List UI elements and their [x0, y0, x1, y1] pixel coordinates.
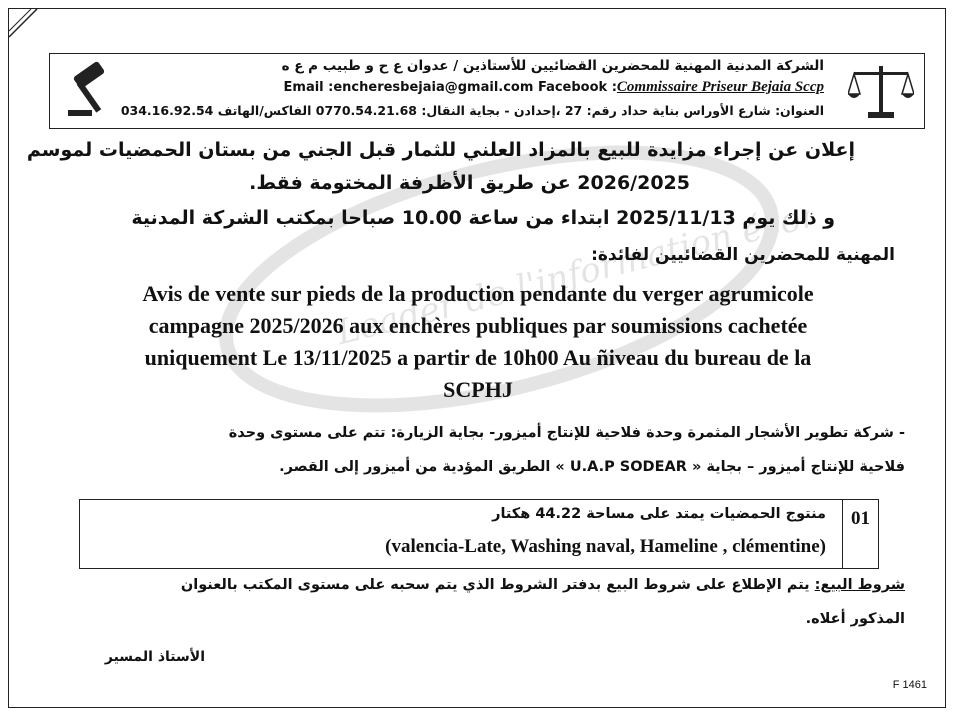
facebook-page[interactable]: Commissaire Priseur Bejaia Sccp — [616, 79, 824, 95]
announcement-fr-line3: uniquement Le 13/11/2025 a partir de 10h00 Au ñiveau du bureau de la — [144, 345, 812, 370]
announcement-ar-line3: و ذلك يوم 2025/11/13 ابتداء من ساعة 10.00 صباحا بمكتب الشركة المدنية — [131, 207, 835, 229]
announcement-ar-line2: 2026/2025 عن طريق الأظرفة المختومة فقط. — [249, 172, 690, 194]
letterhead — [49, 53, 925, 129]
beneficiary-line2: فلاحية للإنتاج أميزور – بجاية « U.A.P SODEAR » الطريق المؤدية من أميزور إلى القصر. — [279, 459, 905, 475]
document-page — [8, 8, 946, 708]
conditions-text: يتم الإطلاع على شروط البيع بدفتر الشروط الذي يتم سحبه على مستوى المكتب بالعنوان — [180, 577, 810, 593]
lot-varieties: (valencia-Late, Washing naval, Hameline , clémentine) — [385, 536, 826, 557]
gavel-icon — [60, 60, 120, 120]
corner-fold-mark — [9, 9, 49, 49]
reference-code: F 1461 — [892, 679, 927, 691]
lot-description: منتوج الحمضيات يمتد على مساحة 44.22 هكتار — [492, 506, 826, 522]
company-name: الشركة المدنية المهنية للمحضرين القضائيين للأستاذين / عدوان ع ح و طبيب م ع ه — [281, 58, 824, 74]
announcement-ar-line4: المهنية للمحضرين القضائيين لفائدة: — [591, 245, 895, 265]
scales-of-justice-icon — [848, 60, 914, 122]
sale-conditions — [181, 577, 905, 593]
lot-number: 01 — [842, 500, 878, 568]
announcement-fr-line2: campagne 2025/2026 aux enchères publiques par soumissions cachetée — [148, 313, 808, 338]
lot-table — [79, 499, 879, 569]
contact-line: Email :encheresbejaia@gmail.com Facebook :Commissaire Priseur Bejaia Sccp — [283, 79, 824, 95]
announcement-ar-line1: إعلان عن إجراء مزايدة للبيع بالمزاد العلني للثمار قبل الجني من بستان الحمضيات لموسم — [26, 139, 855, 161]
signature: الأستاذ المسير — [104, 649, 205, 665]
beneficiary-line1: - شركة تطوير الأشجار المثمرة وحدة فلاحية للإنتاج أميزور- بجاية الزيارة: تتم على مستوى وحدة — [228, 425, 905, 441]
conditions-text-line2: المذكور أعلاه. — [805, 611, 905, 627]
conditions-label: شروط البيع: — [814, 577, 905, 593]
announcement-fr-line1: Avis de vente sur pieds de la production pendante du verger agrumicole — [142, 281, 814, 306]
address-line: العنوان: شارع الأوراس بناية حداد رقم: 27 ،إحدادن - بجاية النقال: 0770.54.21.68 الفاكس/الهاتف 034.16.92.54 — [120, 103, 824, 118]
watermark-text: Leader de l'information économique — [332, 162, 809, 354]
announcement-fr-line4: SCPHJ — [443, 377, 513, 402]
email[interactable]: encheresbejaia@gmail.com — [333, 80, 534, 95]
